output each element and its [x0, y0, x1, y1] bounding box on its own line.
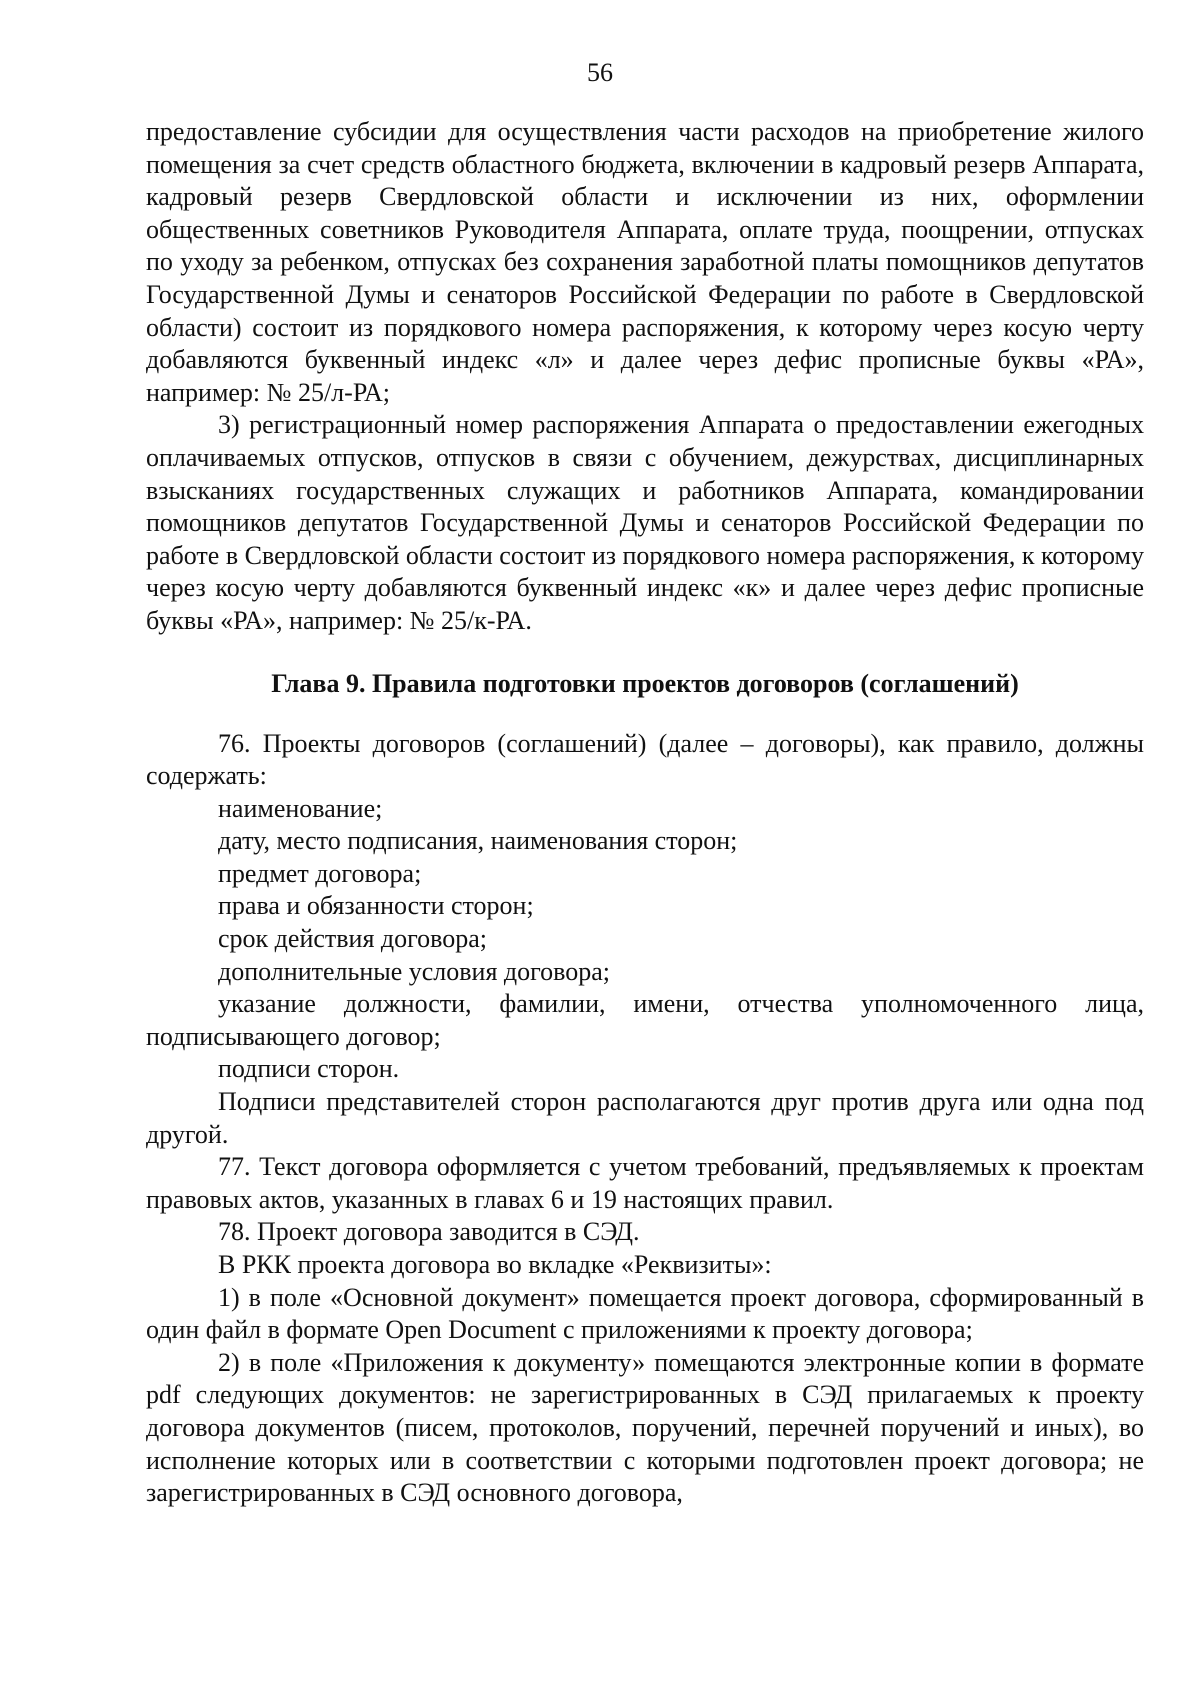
list-item: права и обязанности сторон;	[218, 891, 534, 921]
list-item-long: указание должности, фамилии, имени, отчества уполномоченного лица, подписывающего договор;	[146, 989, 1144, 1051]
document-body	[146, 116, 1144, 1510]
paragraph-76: 76. Проекты договоров (соглашений) (далее – договоры), как правило, должны содержать:	[146, 728, 1144, 791]
paragraph-rkk: В РКК проекта договора во вкладке «Реквизиты»:	[218, 1250, 772, 1279]
paragraph-sub-2: 2) в поле «Приложения к документу» помещаются электронные копии в формате pdf следующих документов: не зарегистрированных в СЭД прилагаемых к проекту договора документов (писем, протоколов, поручений, перечней поручений и иных), во исполнение которых или в соответствии с которыми подготовлен проект договора; не зарегистрированных в СЭД основного договора,	[146, 1347, 1144, 1508]
paragraph-item-3: 3) регистрационный номер распоряжения Аппарата о предоставлении ежегодных оплачиваемых отпусков, отпусков в связи с обучением, дежурствах, дисциплинарных взысканиях государственных служащих и работников Аппарата, командировании помощников депутатов Государственной Думы и сенаторов Российской Федерации по работе в Свердловской области состоит из порядкового номера распоряжения, к которому через косую черту добавляются буквенный индекс «к» и далее через дефис прописные буквы «РА», например: № 25/к-РА.	[146, 410, 1144, 635]
paragraph-signatures: Подписи представителей сторон располагаются друг против друга или одна под другой.	[146, 1087, 1144, 1149]
paragraph-sub-1: 1) в поле «Основной документ» помещается проект договора, сформированный в один файл в формате Open Document с приложениями к проекту договора;	[146, 1282, 1144, 1345]
paragraph-78: 78. Проект договора заводится в СЭД.	[218, 1217, 640, 1247]
list-item-last: подписи сторон.	[218, 1054, 400, 1084]
list-item: предмет договора;	[218, 858, 422, 888]
chapter-heading: Глава 9. Правила подготовки проектов договоров (соглашений)	[271, 668, 1019, 698]
list-item: срок действия договора;	[218, 924, 488, 954]
paragraph-continuation: предоставление субсидии для осуществления части расходов на приобретение жилого помещения за счет средств областного бюджета, включении в кадровый резерв Аппарата, кадровый резерв Свердловской области и исключении из них, оформлении общественных советников Руководителя Аппарата, оплате труда, поощрении, отпусках по уходу за ребенком, отпусках без сохранения заработной платы помощников депутатов Государственной Думы и сенаторов Российской Федерации по работе в Свердловской области) состоит из порядкового номера распоряжения, к которому через косую черту добавляются буквенный индекс «л» и далее через дефис прописные буквы «РА», например: № 25/л-РА;	[146, 117, 1144, 407]
page-number: 56	[587, 58, 613, 87]
list-item: дату, место подписания, наименования сторон;	[218, 826, 738, 856]
list-item: наименование;	[218, 793, 383, 823]
list-item: дополнительные условия договора;	[218, 956, 611, 986]
paragraph-77: 77. Текст договора оформляется с учетом требований, предъявляемых к проектам правовых актов, указанных в главах 6 и 19 настоящих правил.	[146, 1152, 1144, 1214]
